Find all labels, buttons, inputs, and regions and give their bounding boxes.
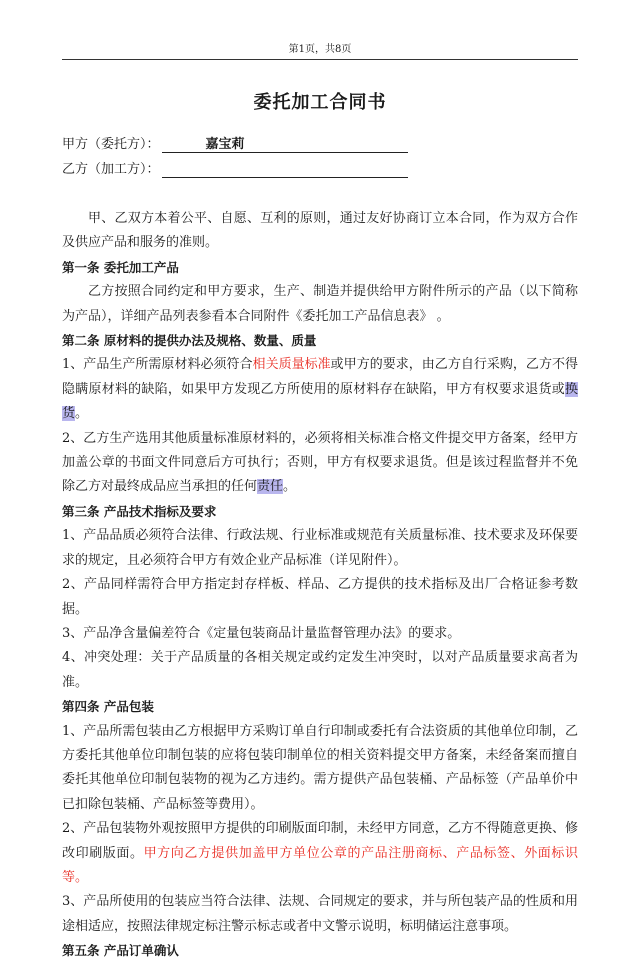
- clause-text: 1、产品生产所需原材料必须符合: [62, 357, 253, 373]
- article-2-clause-1: [62, 353, 578, 426]
- article-4-clause-3: 3、产品所使用的包装应当符合法律、法规、合同规定的要求，并与所包装产品的性质和用途相适应，按照法律规定标注警示标志或者中文警示说明，标明储运注意事项。: [62, 894, 578, 934]
- document-title: 委托加工合同书: [253, 92, 387, 113]
- selection-highlight: 换货: [62, 381, 578, 422]
- article-4-heading: 第四条 产品包装: [62, 699, 154, 715]
- party-a-field: [162, 136, 408, 153]
- article-3-clause-2: 2、产品同样需符合甲方指定封存样板、样品、乙方提供的技术指标及出厂合格证参考数据。: [62, 577, 578, 617]
- article-4-clause-2: [62, 817, 578, 890]
- clause-text: 或甲方的要求，由乙方自行采购，乙方不得隐瞒原材料的缺陷，如果甲方发现乙方所使用的原材料存在缺陷，甲方有权要求退货或: [62, 357, 578, 397]
- clause-text: 2、产品包装物外观按照甲方提供的印刷版面印制，未经甲方同意，乙方不得随意更换、修改印刷版面。: [62, 821, 578, 861]
- party-a-label: 甲方（委托方）：: [62, 137, 160, 152]
- red-highlight-text: 甲方向乙方提供加盖甲方单位公章的产品注册商标、产品标签、外面标识等。: [62, 845, 578, 885]
- article-2-clause-2: [62, 427, 578, 500]
- article-4-clause-1: 1、产品所需包装由乙方根据甲方采购订单自行印制或委托有合法资质的其他单位印制，乙方委托其他单位印制包装的应将包装印制单位的相关资料提交甲方备案，未经备案而擅自委托其他单位印制包装物的视为乙方违约。需方提供产品包装桶、产品标签（产品单价中已扣除包装桶、产品标签等费用）。: [62, 723, 578, 812]
- article-1-heading: 第一条 委托加工产品: [62, 259, 179, 275]
- intro-paragraph: 甲、乙双方本着公平、自愿、互利的原则，通过友好协商订立本合同，作为双方合作及供应产品和服务的准则。: [62, 211, 578, 251]
- contract-body: [62, 207, 578, 964]
- clause-text: 2、乙方生产选用其他质量标准原材料的，必须将相关标准合格文件提交甲方备案，经甲方加盖公章的书面文件同意后方可执行；否则，甲方有权要求退货。但是该过程监督并不免除乙方对最终成品应当承担的任何: [62, 430, 578, 495]
- article-3-clause-4: 4、冲突处理：关于产品质量的各相关规定或约定发生冲突时，以对产品质量要求高者为准。: [62, 650, 578, 690]
- article-5-heading: 第五条 产品订单确认: [62, 943, 179, 959]
- header-divider: [62, 59, 578, 60]
- article-3-heading: 第三条 产品技术指标及要求: [62, 503, 217, 519]
- clause-text: 。: [75, 406, 89, 422]
- party-b-field: [162, 161, 408, 178]
- article-1-text: 乙方按照合同约定和甲方要求，生产、制造并提供给甲方附件所示的产品（以下简称为产品），详细产品列表参看本合同附件《委托加工产品信息表》 。: [62, 284, 578, 324]
- page-header: 第1页，共8页: [288, 44, 352, 55]
- article-3-clause-3: 3、产品净含量偏差符合《定量包装商品计量监督管理办法》的要求。: [62, 625, 461, 641]
- party-b-label: 乙方（加工方）：: [62, 162, 160, 177]
- party-b-row: [62, 161, 408, 179]
- clause-text: 。: [283, 479, 297, 495]
- party-a-name: 嘉宝莉: [205, 137, 245, 152]
- red-highlight-text: 相关质量标准: [252, 357, 331, 373]
- selection-highlight: 责任: [257, 479, 284, 495]
- party-a-row: [62, 136, 408, 154]
- article-2-heading: 第二条 原材料的提供办法及规格、数量、质量: [62, 333, 317, 349]
- article-3-clause-1: 1、产品品质必须符合法律、行政法规、行业标准或规范有关质量标准、技术要求及环保要求的规定，且必须符合甲方有效企业产品标准（详见附件）。: [62, 528, 578, 568]
